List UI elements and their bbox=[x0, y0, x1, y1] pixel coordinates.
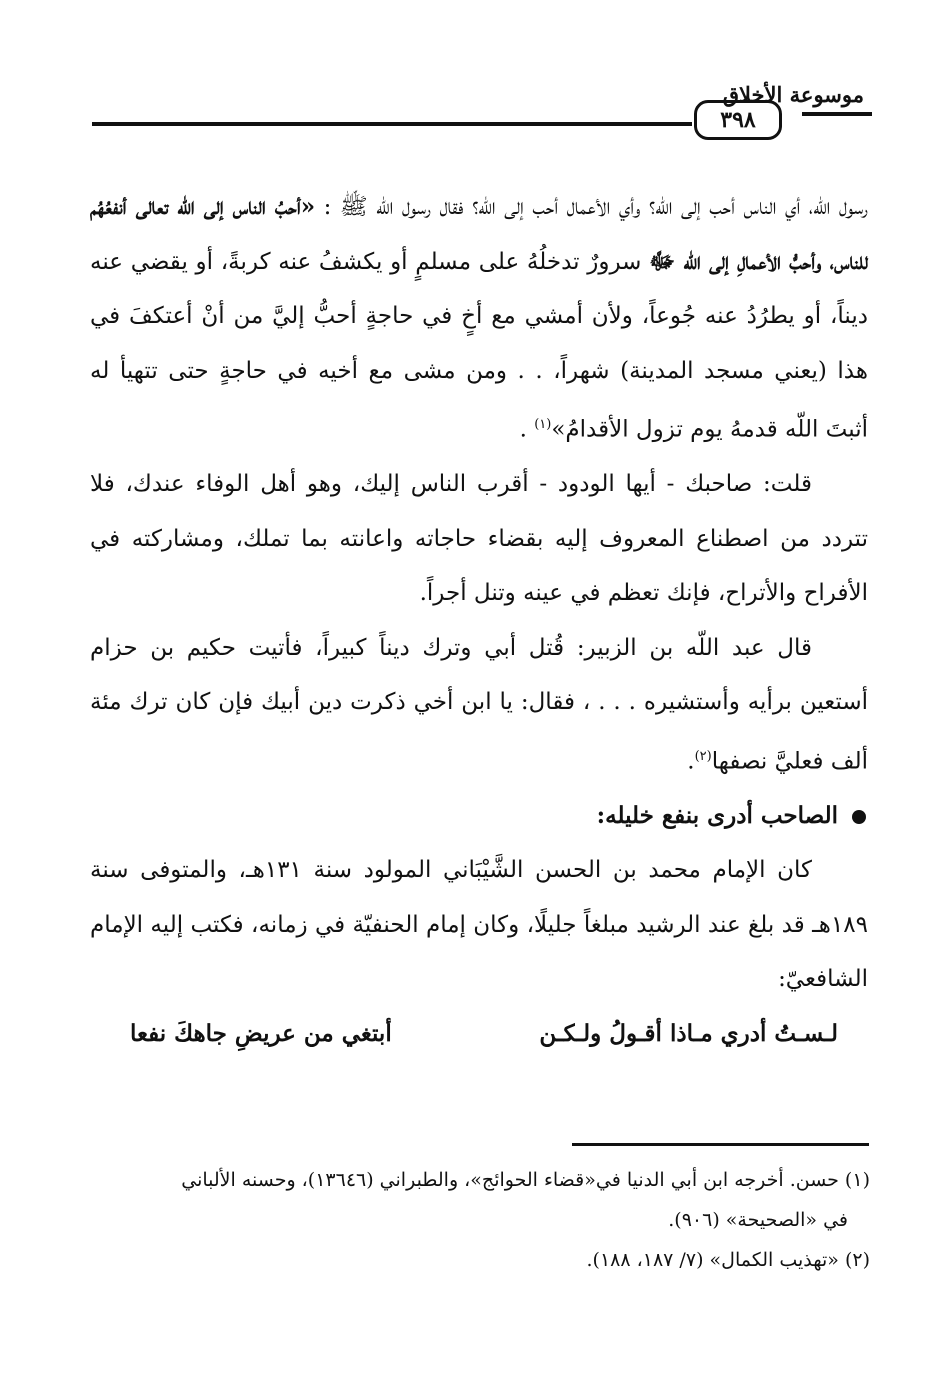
page-body bbox=[90, 180, 868, 1061]
zubair-text: قال عبد اللّه بن الزبير: قُتل أبي وترك ديناً كبيراً، فأتيت حكيم بن حزام أستعين برأيه وأستشيره . . . ، فقال: يا ابن أخي ذكرت دين أبيك فإن كان ترك مئة ألف فعليَّ نصفها bbox=[90, 634, 868, 775]
hadith-end: . bbox=[519, 416, 535, 443]
paragraph-zubair bbox=[90, 621, 868, 789]
page-number bbox=[694, 100, 782, 140]
footnote-2: (٢) «تهذيب الكمال» (٧/ ١٨٧، ١٨٨). bbox=[586, 1249, 870, 1271]
hadith-quote: «أحبُ الناس إلى اللّه تعالى أنفعُهُم للناس، وأحبُّ الأعمالِ إلى اللّه ﷻ bbox=[90, 193, 868, 275]
paragraph-comment: قلت: صاحبك - أيها الودود - أقرب الناس إليك، وهو أهل الوفاء عندك، فلا تتردد من اصطناع المعروف إليه بقضاء حاجاته واعانته بما تملك، ومشاركته في الأفراح والأتراح، فإنك تعظم في عينه وتنل أجراً. bbox=[90, 471, 868, 607]
footnote-1-continued: في «الصحيحة» (٩٠٦). bbox=[668, 1209, 848, 1231]
footnote-rule bbox=[572, 1143, 869, 1146]
footnotes bbox=[92, 1160, 870, 1280]
bullet-icon bbox=[852, 810, 866, 824]
zubair-end: . bbox=[687, 748, 695, 775]
verse-first-hemistich: لـسـتُ أدري مـاذا أقـولُ ولـكـن bbox=[539, 1019, 838, 1047]
footnote-ref-1[interactable]: (١) bbox=[534, 417, 552, 432]
book-title: موسوعة الأخلاق bbox=[722, 82, 864, 107]
section-heading bbox=[90, 789, 868, 844]
hadith-rest: سرورٌ تدخلُهُ على مسلمٍ أو يكشفُ عنه كربةً، أو يقضي عنه ديناً، أو يطرُدُ عنه جُوعاً، ولأن أمشي مع أخٍ في حاجةٍ أحبُّ إليَّ من أنْ أعتكفَ في هذا (يعني مسجد المدينة) شهراً، . . ومن مشى مع أخيه في حاجةٍ حتى تتهيأ له أثبتَ اللّه قدمهُ يوم تزول الأقدامُ» bbox=[90, 248, 868, 443]
hadith-lead: رسول الله، أي الناس أحب إلى الله؟ وأي الأعمال أحب إلى الله؟ فقال رسول الله ﷺ : bbox=[315, 194, 869, 220]
poem-verse bbox=[90, 1007, 868, 1062]
section-heading-text: الصاحب أدرى بنفع خليله: bbox=[596, 801, 838, 829]
header-rule-right bbox=[802, 112, 872, 116]
verse-second-hemistich: أبتغي من عريضِ جاهكَ نفعا bbox=[130, 1019, 392, 1047]
paragraph-shaybani: كان الإمام محمد بن الحسن الشَّيْبَاني المولود سنة ١٣١هـ، والمتوفى سنة ١٨٩هـ قد بلغ عند الرشيد مبلغاً جليلًا، وكان إمام الحنفيّة في زمانه، فكتب إليه الإمام الشافعيّ: bbox=[90, 857, 868, 993]
header-rule-left bbox=[92, 122, 692, 126]
paragraph-hadith bbox=[90, 180, 868, 457]
page-number-text: ٣٩٨ bbox=[720, 107, 756, 133]
footnote-ref-2[interactable]: (٢) bbox=[694, 748, 712, 764]
footnote-1: (١) حسن. أخرجه ابن أبي الدنيا في«قضاء الحوائج»، والطبراني (١٣٦٤٦)، وحسنه الألباني bbox=[181, 1169, 870, 1191]
page-header bbox=[92, 70, 872, 140]
